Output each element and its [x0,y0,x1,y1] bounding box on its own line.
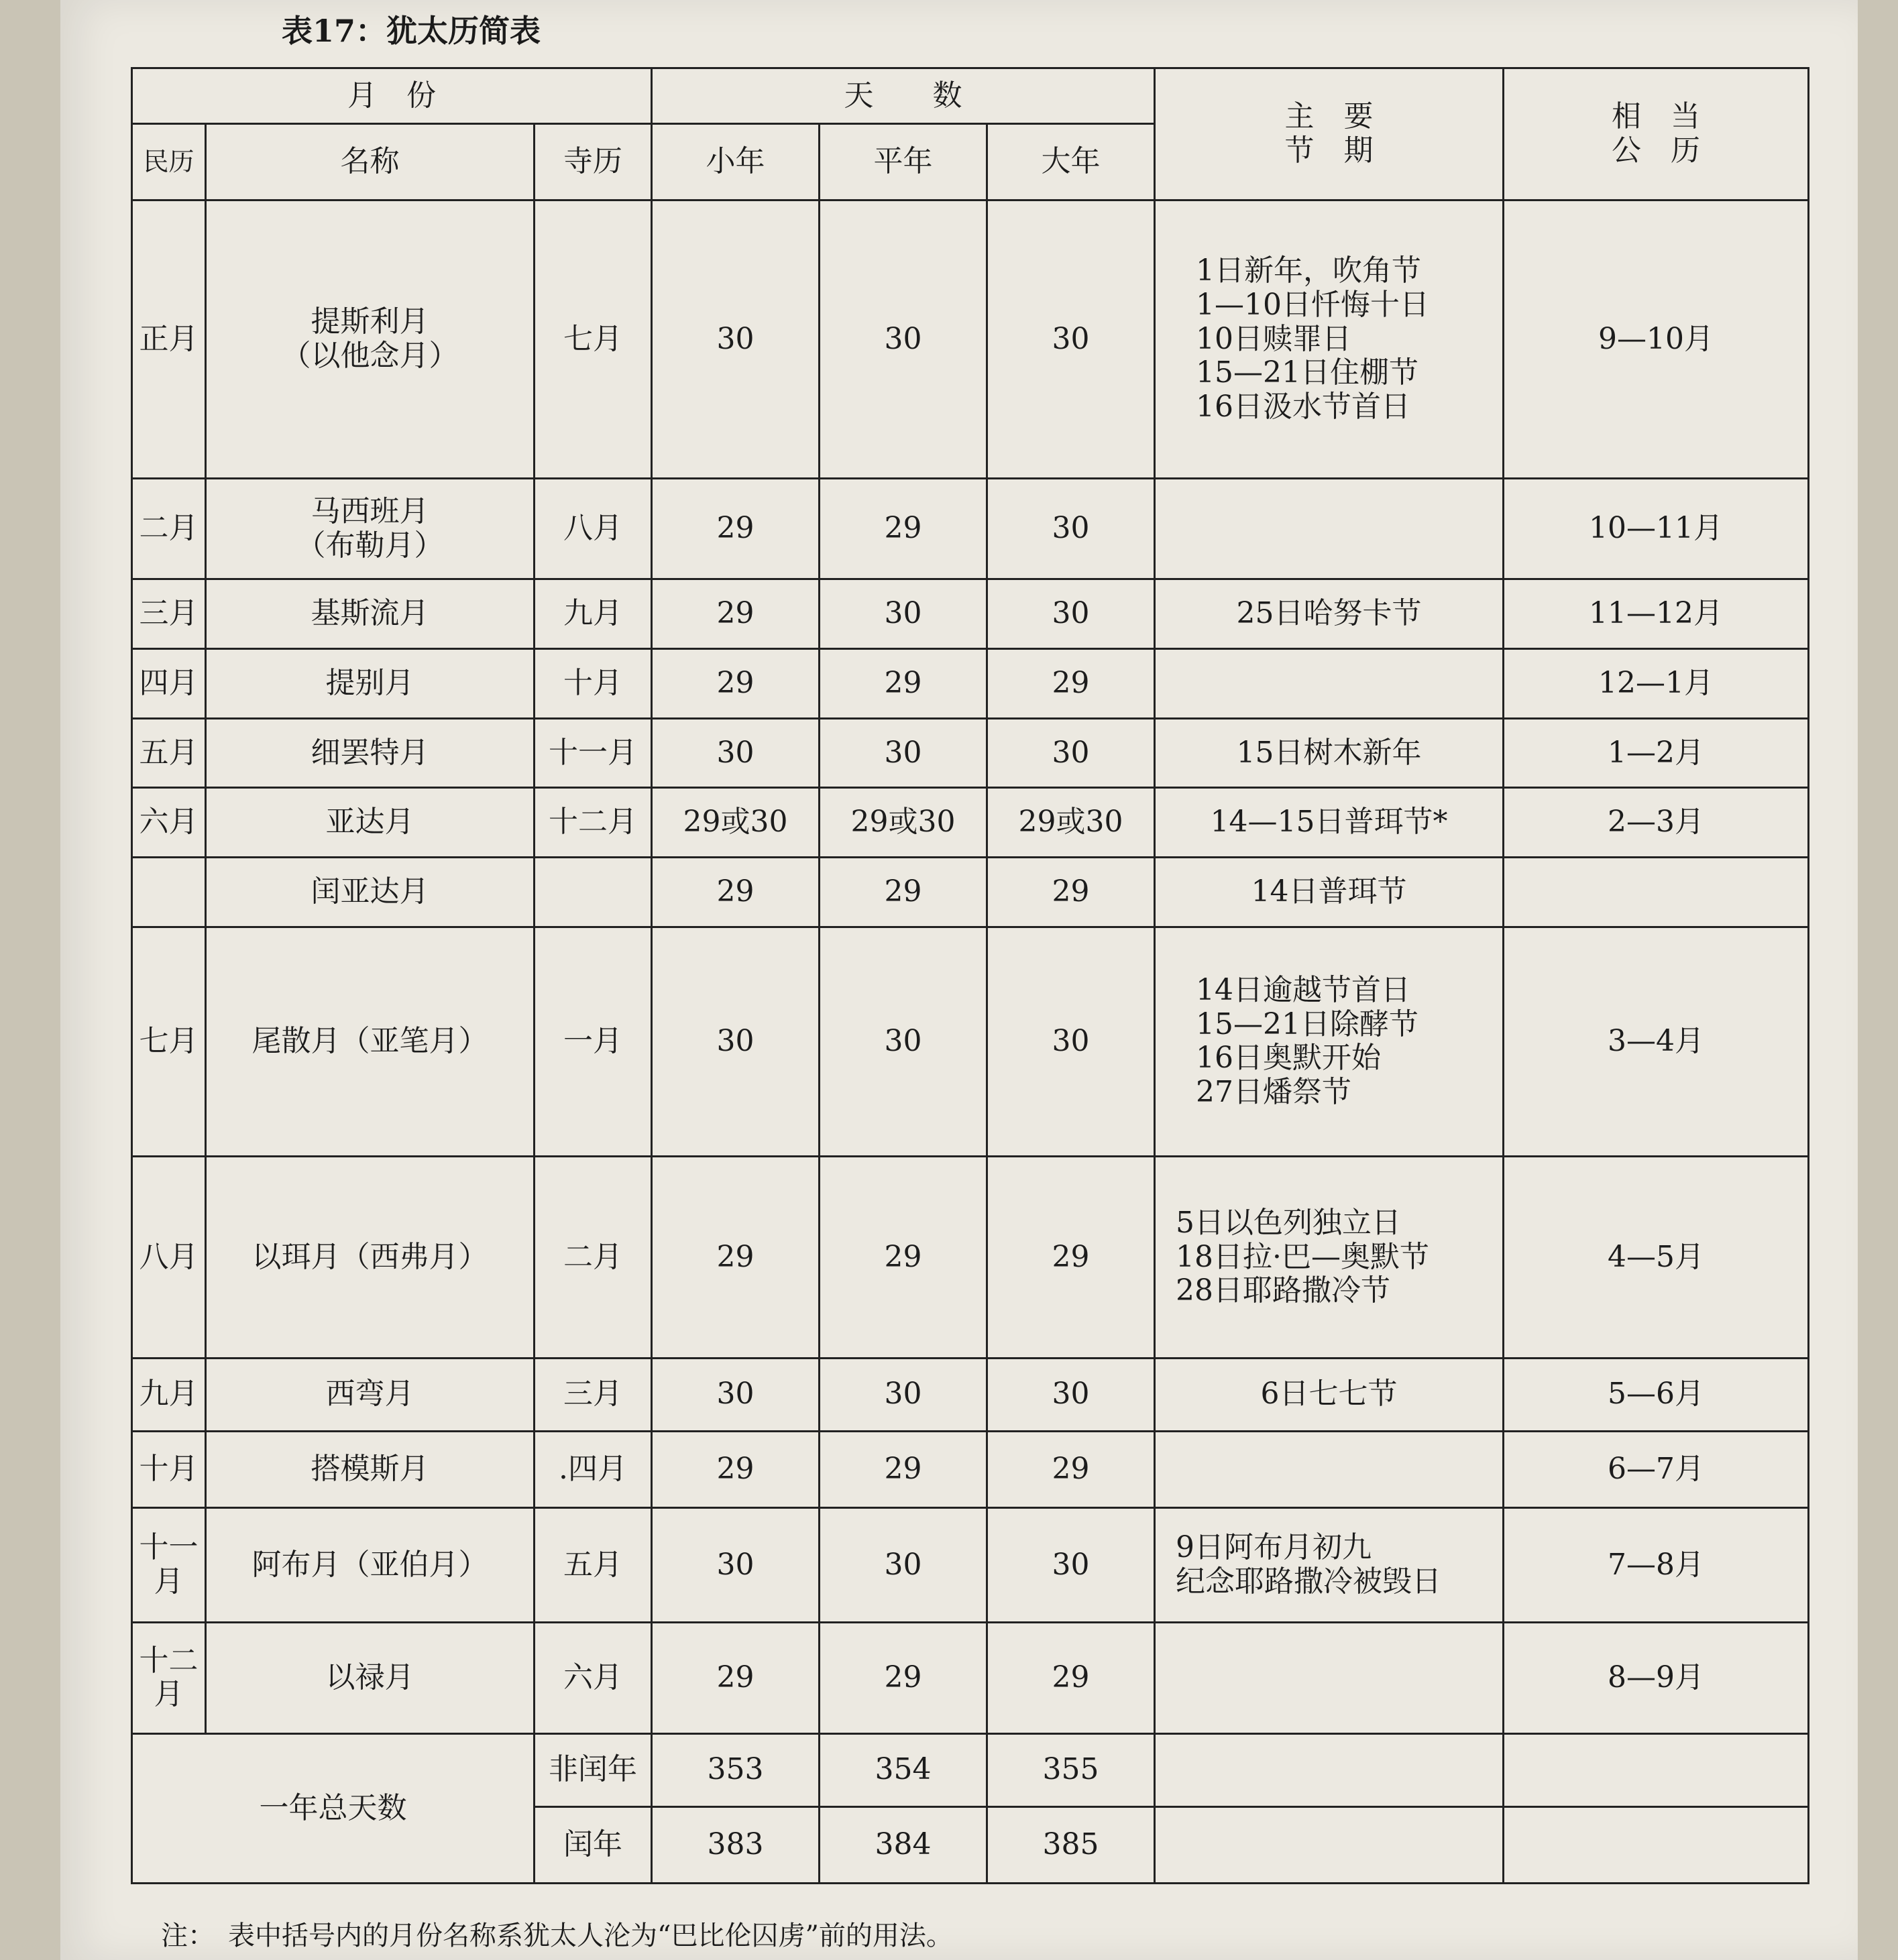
civil-month: 八月 [132,1157,206,1359]
civil-month: 二月 [132,478,206,579]
gregorian-months: 11—12月 [1504,579,1809,649]
civil-month: 九月 [132,1358,206,1431]
civil-month: 七月 [132,927,206,1156]
religious-month: 三月 [535,1358,652,1431]
header-civil: 民历 [132,123,206,200]
civil-month: 正月 [132,200,206,479]
civil-month: 十二月 [132,1622,206,1733]
normal-year-days: 29或30 [820,788,987,858]
gregorian-months: 12—1月 [1504,648,1809,718]
festivals [1155,1733,1504,1806]
religious-month: 一月 [535,927,652,1156]
small-year-days: 29或30 [652,788,820,858]
hebrew-calendar-table [131,67,1809,1884]
month-name: 尾散月（亚笔月） [206,927,535,1156]
header-name: 名称 [206,123,535,200]
footnote: 注： 表中括号内的月份名称系犹太人沦为“巴比伦囚虏”前的用法。 [161,1920,953,1951]
normal-year-days: 30 [820,718,987,788]
large-year-days: 30 [987,1358,1155,1431]
small-year-days: 29 [652,478,820,579]
small-year-days: 29 [652,858,820,927]
religious-month: 六月 [535,1622,652,1733]
non-leap-small: 353 [652,1733,820,1806]
religious-month: 五月 [535,1507,652,1622]
large-year-days: 29 [987,1431,1155,1507]
gregorian-months: 9—10月 [1504,200,1809,479]
month-name: 搭模斯月 [206,1431,535,1507]
gregorian-months: 1—2月 [1504,718,1809,788]
small-year-days: 29 [652,1157,820,1359]
gregorian-months: 7—8月 [1504,1507,1809,1622]
non-leap-large: 355 [987,1733,1155,1806]
religious-month: .四月 [535,1431,652,1507]
gregorian-months: 5—6月 [1504,1358,1809,1431]
gregorian-months [1504,858,1809,927]
festivals [1155,1431,1504,1507]
header-festival: 主 要 节 期 [1155,68,1504,200]
festivals [1155,1806,1504,1883]
totals-label: 一年总天数 [132,1733,535,1883]
religious-month: 七月 [535,200,652,479]
table-row [132,858,1809,927]
gregorian-months [1504,1806,1809,1883]
header-large-year: 大年 [987,123,1155,200]
religious-month: 九月 [535,579,652,649]
month-name: 以珥月（西弗月） [206,1157,535,1359]
festivals: 9日阿布月初九 纪念耶路撒冷被毁日 [1155,1507,1504,1622]
table-row [132,1431,1809,1507]
religious-month [535,858,652,927]
gregorian-months: 3—4月 [1504,927,1809,1156]
table-row [132,1157,1809,1359]
normal-year-days: 30 [820,579,987,649]
month-name: 亚达月 [206,788,535,858]
totals-row-non-leap [132,1733,1809,1806]
month-name: 马西班月 （布勒月） [206,478,535,579]
gregorian-months: 8—9月 [1504,1622,1809,1733]
month-name: 西弯月 [206,1358,535,1431]
normal-year-days: 29 [820,1622,987,1733]
festivals [1155,1622,1504,1733]
month-name: 闰亚达月 [206,858,535,927]
festivals: 5日以色列独立日 18日拉·巴—奥默节 28日耶路撒冷节 [1155,1157,1504,1359]
table-row [132,1622,1809,1733]
normal-year-days: 30 [820,1358,987,1431]
normal-year-days: 30 [820,1507,987,1622]
large-year-days: 30 [987,579,1155,649]
header-gregorian: 相 当 公 历 [1504,68,1809,200]
month-name: 阿布月（亚伯月） [206,1507,535,1622]
festivals [1155,478,1504,579]
table-row [132,579,1809,649]
normal-year-days: 29 [820,648,987,718]
page-title: 表17：犹太历简表 [282,13,541,49]
gregorian-months: 2—3月 [1504,788,1809,858]
civil-month: 十月 [132,1431,206,1507]
gregorian-months: 6—7月 [1504,1431,1809,1507]
religious-month: 十月 [535,648,652,718]
large-year-days: 30 [987,718,1155,788]
festivals: 14日逾越节首日 15—21日除酵节 16日奥默开始 27日燔祭节 [1155,927,1504,1156]
table-row [132,648,1809,718]
religious-month: 二月 [535,1157,652,1359]
month-name: 提斯利月 （以他念月） [206,200,535,479]
month-name: 以禄月 [206,1622,535,1733]
large-year-days: 29 [987,1157,1155,1359]
civil-month: 十一月 [132,1507,206,1622]
normal-year-days: 29 [820,1431,987,1507]
leap-small: 383 [652,1806,820,1883]
festivals: 6日七七节 [1155,1358,1504,1431]
civil-month: 三月 [132,579,206,649]
header-month: 月 份 [132,68,652,124]
festivals: 1日新年，吹角节 1—10日忏悔十日 10日赎罪日 15—21日住棚节 16日汲水节首日 [1155,200,1504,479]
small-year-days: 30 [652,927,820,1156]
non-leap-label: 非闰年 [535,1733,652,1806]
large-year-days: 29 [987,648,1155,718]
festivals: 14日普珥节 [1155,858,1504,927]
civil-month: 六月 [132,788,206,858]
table-row [132,718,1809,788]
non-leap-normal: 354 [820,1733,987,1806]
normal-year-days: 29 [820,858,987,927]
month-name: 细罢特月 [206,718,535,788]
leap-normal: 384 [820,1806,987,1883]
normal-year-days: 30 [820,200,987,479]
gregorian-months: 4—5月 [1504,1157,1809,1359]
large-year-days: 29或30 [987,788,1155,858]
table-row [132,788,1809,858]
civil-month [132,858,206,927]
leap-label: 闰年 [535,1806,652,1883]
small-year-days: 30 [652,1358,820,1431]
book-page [60,0,1858,1960]
small-year-days: 30 [652,200,820,479]
header-days: 天 数 [652,68,1155,124]
normal-year-days: 29 [820,478,987,579]
civil-month: 四月 [132,648,206,718]
large-year-days: 29 [987,1622,1155,1733]
month-name: 提别月 [206,648,535,718]
normal-year-days: 29 [820,1157,987,1359]
table-row [132,1358,1809,1431]
table-row [132,478,1809,579]
festivals: 25日哈努卡节 [1155,579,1504,649]
header-normal-year: 平年 [820,123,987,200]
small-year-days: 30 [652,718,820,788]
table-row [132,200,1809,479]
religious-month: 八月 [535,478,652,579]
month-name: 基斯流月 [206,579,535,649]
large-year-days: 30 [987,927,1155,1156]
large-year-days: 30 [987,478,1155,579]
small-year-days: 30 [652,1507,820,1622]
normal-year-days: 30 [820,927,987,1156]
small-year-days: 29 [652,1622,820,1733]
gregorian-months: 10—11月 [1504,478,1809,579]
religious-month: 十一月 [535,718,652,788]
small-year-days: 29 [652,648,820,718]
gregorian-months [1504,1733,1809,1806]
large-year-days: 30 [987,1507,1155,1622]
large-year-days: 29 [987,858,1155,927]
festivals: 14—15日普珥节* [1155,788,1504,858]
table-row [132,1507,1809,1622]
header-religious: 寺历 [535,123,652,200]
festivals: 15日树木新年 [1155,718,1504,788]
table-row [132,927,1809,1156]
festivals [1155,648,1504,718]
religious-month: 十二月 [535,788,652,858]
small-year-days: 29 [652,1431,820,1507]
large-year-days: 30 [987,200,1155,479]
header-small-year: 小年 [652,123,820,200]
civil-month: 五月 [132,718,206,788]
small-year-days: 29 [652,579,820,649]
leap-large: 385 [987,1806,1155,1883]
